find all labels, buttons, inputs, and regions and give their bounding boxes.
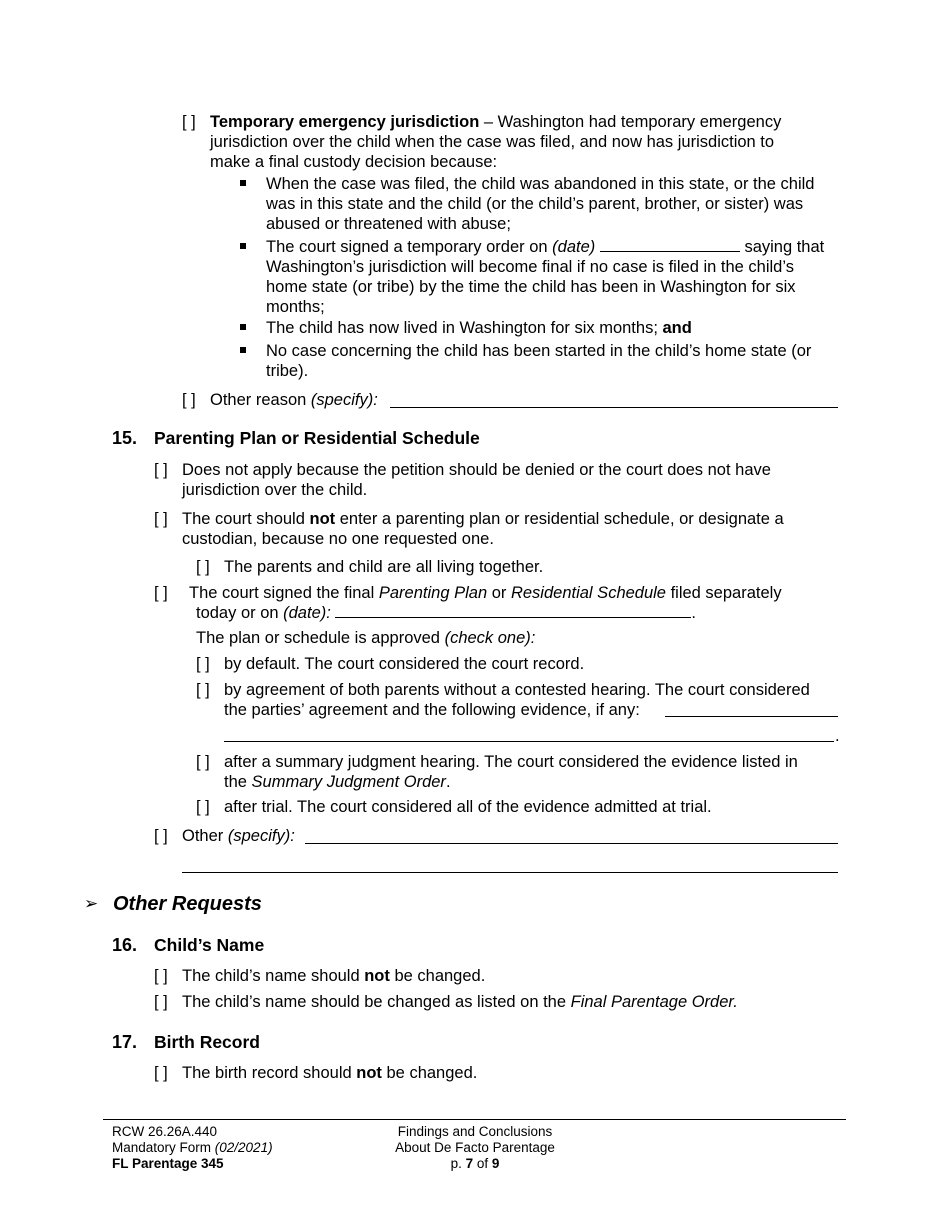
specify-label: (specify):: [310, 391, 378, 409]
approved-label: [196, 628, 535, 648]
temp-emergency-line2: jurisdiction over the child when the case was filed, and now has jurisdiction to: [210, 133, 775, 151]
opt2-post: enter a parenting plan or residential schedule, or designate a: [335, 510, 784, 528]
footer-mandatory-date: (02/2021): [214, 1140, 273, 1155]
checkbox-no-parenting-plan[interactable]: [ ]: [154, 510, 168, 528]
sec16-opt1-pre: The child’s name should: [182, 967, 365, 985]
section-16-number: 16.: [112, 935, 138, 955]
opt3-mid: or: [487, 584, 511, 602]
opt3-parenting-plan: Parenting Plan: [378, 584, 488, 602]
checkbox-by-default[interactable]: [ ]: [196, 655, 210, 673]
sec15-other-text: Other: [182, 827, 228, 845]
opt2-sub-text: The parents and child are all living together.: [224, 558, 544, 576]
opt2-bold: not: [309, 510, 336, 528]
date-label: (date):: [283, 604, 331, 622]
footer-title-line2: About De Facto Parentage: [395, 1140, 555, 1155]
checkbox-other[interactable]: [ ]: [154, 827, 168, 845]
final-parentage-order: Final Parentage Order.: [570, 993, 738, 1011]
footer-mandatory: [112, 1140, 273, 1156]
temp-emergency-title: Temporary emergency jurisdiction: [210, 113, 480, 131]
approved-b-line2: the parties’ agreement and the following evidence, if any:: [224, 701, 640, 719]
bullet2-line3: home state (or tribe) by the time the child has been in Washington for six: [266, 278, 796, 296]
summary-judgment-order: Summary Judgment Order: [251, 773, 446, 791]
page-pre: p.: [450, 1156, 466, 1171]
section-17-title: Birth Record: [154, 1032, 260, 1052]
other-blank-1[interactable]: [305, 843, 838, 844]
sec16-opt1: [182, 966, 485, 986]
checkbox-temporary-emergency[interactable]: [ ]: [182, 113, 196, 131]
bullet2-line1: [266, 237, 824, 257]
bullet1-line2: was in this state and the child (or the child’s parent, brother, or sister) was: [266, 195, 804, 213]
sec16-opt2: [182, 992, 738, 1012]
date-blank[interactable]: [335, 603, 691, 618]
footer-title-line1: Findings and Conclusions: [397, 1124, 553, 1139]
section-15-title: Parenting Plan or Residential Schedule: [154, 428, 480, 448]
page-total: 9: [491, 1156, 500, 1171]
opt3-line2-pre: today or on: [196, 604, 284, 622]
opt3-line2-end: .: [691, 604, 697, 622]
footer-rcw: RCW 26.26A.440: [112, 1124, 218, 1139]
bullet-icon: [240, 324, 246, 330]
sec16-opt2-pre: The child’s name should be changed as listed on the: [182, 993, 571, 1011]
approved-c-line2: [224, 772, 451, 792]
footer-form-number: FL Parentage 345: [112, 1156, 224, 1171]
opt1-line2: jurisdiction over the child.: [182, 481, 368, 499]
bullet-icon: [240, 347, 246, 353]
temp-emergency-line1: [210, 112, 781, 132]
page-current: 7: [465, 1156, 474, 1171]
bullet-icon: [240, 180, 246, 186]
bullet2-line4: months;: [266, 298, 325, 316]
bullet4-line2: tribe).: [266, 362, 309, 380]
checkbox-living-together[interactable]: [ ]: [196, 558, 210, 576]
bullet3-text: The child has now lived in Washington for six months;: [266, 319, 663, 337]
other-reason-blank[interactable]: [390, 407, 838, 408]
bullet3-bold: and: [662, 319, 692, 337]
footer-divider: [103, 1119, 846, 1120]
bullet3-line1: [266, 318, 692, 338]
opt1-line1: Does not apply because the petition should be denied or the court does not have: [182, 461, 771, 479]
page-of: of: [473, 1156, 492, 1171]
footer-page-number: [375, 1156, 575, 1172]
approved-pre: The plan or schedule is approved: [196, 629, 445, 647]
sec16-opt1-post: be changed.: [389, 967, 486, 985]
other-reason-text: Other reason: [210, 391, 311, 409]
bullet2-line1-pre: The court signed a temporary order on: [266, 238, 553, 256]
bullet-icon: [240, 243, 246, 249]
bullet2-line2: Washington’s jurisdiction will become final if no case is filed in the child’s: [266, 258, 794, 276]
checkbox-does-not-apply[interactable]: [ ]: [154, 461, 168, 479]
checkbox-name-changed[interactable]: [ ]: [154, 993, 168, 1011]
specify-label: (specify):: [227, 827, 295, 845]
approved-c-post: .: [445, 773, 451, 791]
opt2-line1: [182, 509, 784, 529]
date-label: (date): [552, 238, 596, 256]
sec17-opt1-pre: The birth record should: [182, 1064, 357, 1082]
approved-check-one: (check one):: [444, 629, 536, 647]
sec17-opt1: [182, 1063, 477, 1083]
section-17-number: 17.: [112, 1032, 138, 1052]
checkbox-other-reason[interactable]: [ ]: [182, 391, 196, 409]
opt2-pre: The court should: [182, 510, 310, 528]
other-blank-2[interactable]: [182, 872, 838, 873]
opt3-line1: [189, 583, 782, 603]
sec17-opt1-post: be changed.: [381, 1064, 478, 1082]
evidence-blank-2[interactable]: [224, 741, 834, 742]
sec16-opt1-bold: not: [364, 967, 390, 985]
arrow-icon: ➢: [84, 894, 99, 913]
temp-emergency-line3: make a final custody decision because:: [210, 153, 498, 171]
section-16-title: Child’s Name: [154, 935, 265, 955]
sec15-other-label: [182, 826, 295, 846]
approved-b-end: .: [835, 727, 840, 745]
approved-d-text: after trial. The court considered all of the evidence admitted at trial.: [224, 798, 712, 816]
footer-mandatory-text: Mandatory Form: [112, 1140, 215, 1155]
checkbox-final-plan-signed[interactable]: [ ]: [154, 584, 168, 602]
checkbox-name-not-changed[interactable]: [ ]: [154, 967, 168, 985]
opt3-pre: The court signed the final: [189, 584, 379, 602]
sec17-opt1-bold: not: [356, 1064, 382, 1082]
evidence-blank-1[interactable]: [665, 716, 838, 717]
other-reason-label: [210, 390, 378, 410]
bullet1-line1: When the case was filed, the child was abandoned in this state, or the child: [266, 175, 815, 193]
bullet1-line3: abused or threatened with abuse;: [266, 215, 511, 233]
approved-c-pre: the: [224, 773, 252, 791]
opt2-line2: custodian, because no one requested one.: [182, 530, 494, 548]
opt3-post: filed separately: [666, 584, 782, 602]
bullet2-line1-post: saying that: [739, 238, 825, 256]
opt3-line2: [196, 603, 696, 623]
temp-emergency-line1-rest: – Washington had temporary emergency: [479, 113, 782, 131]
date-blank[interactable]: [600, 237, 740, 252]
bullet4-line1: No case concerning the child has been started in the child’s home state (or: [266, 342, 812, 360]
checkbox-after-trial[interactable]: [ ]: [196, 798, 210, 816]
opt3-residential-schedule: Residential Schedule: [510, 584, 666, 602]
other-requests-heading: Other Requests: [113, 893, 262, 915]
checkbox-summary-judgment[interactable]: [ ]: [196, 753, 210, 771]
approved-b-line1: by agreement of both parents without a contested hearing. The court considered: [224, 681, 810, 699]
section-15-number: 15.: [112, 428, 138, 448]
checkbox-by-agreement[interactable]: [ ]: [196, 681, 210, 699]
approved-c-line1: after a summary judgment hearing. The court considered the evidence listed in: [224, 753, 798, 771]
approved-a-text: by default. The court considered the court record.: [224, 655, 585, 673]
checkbox-birth-record-not-changed[interactable]: [ ]: [154, 1064, 168, 1082]
